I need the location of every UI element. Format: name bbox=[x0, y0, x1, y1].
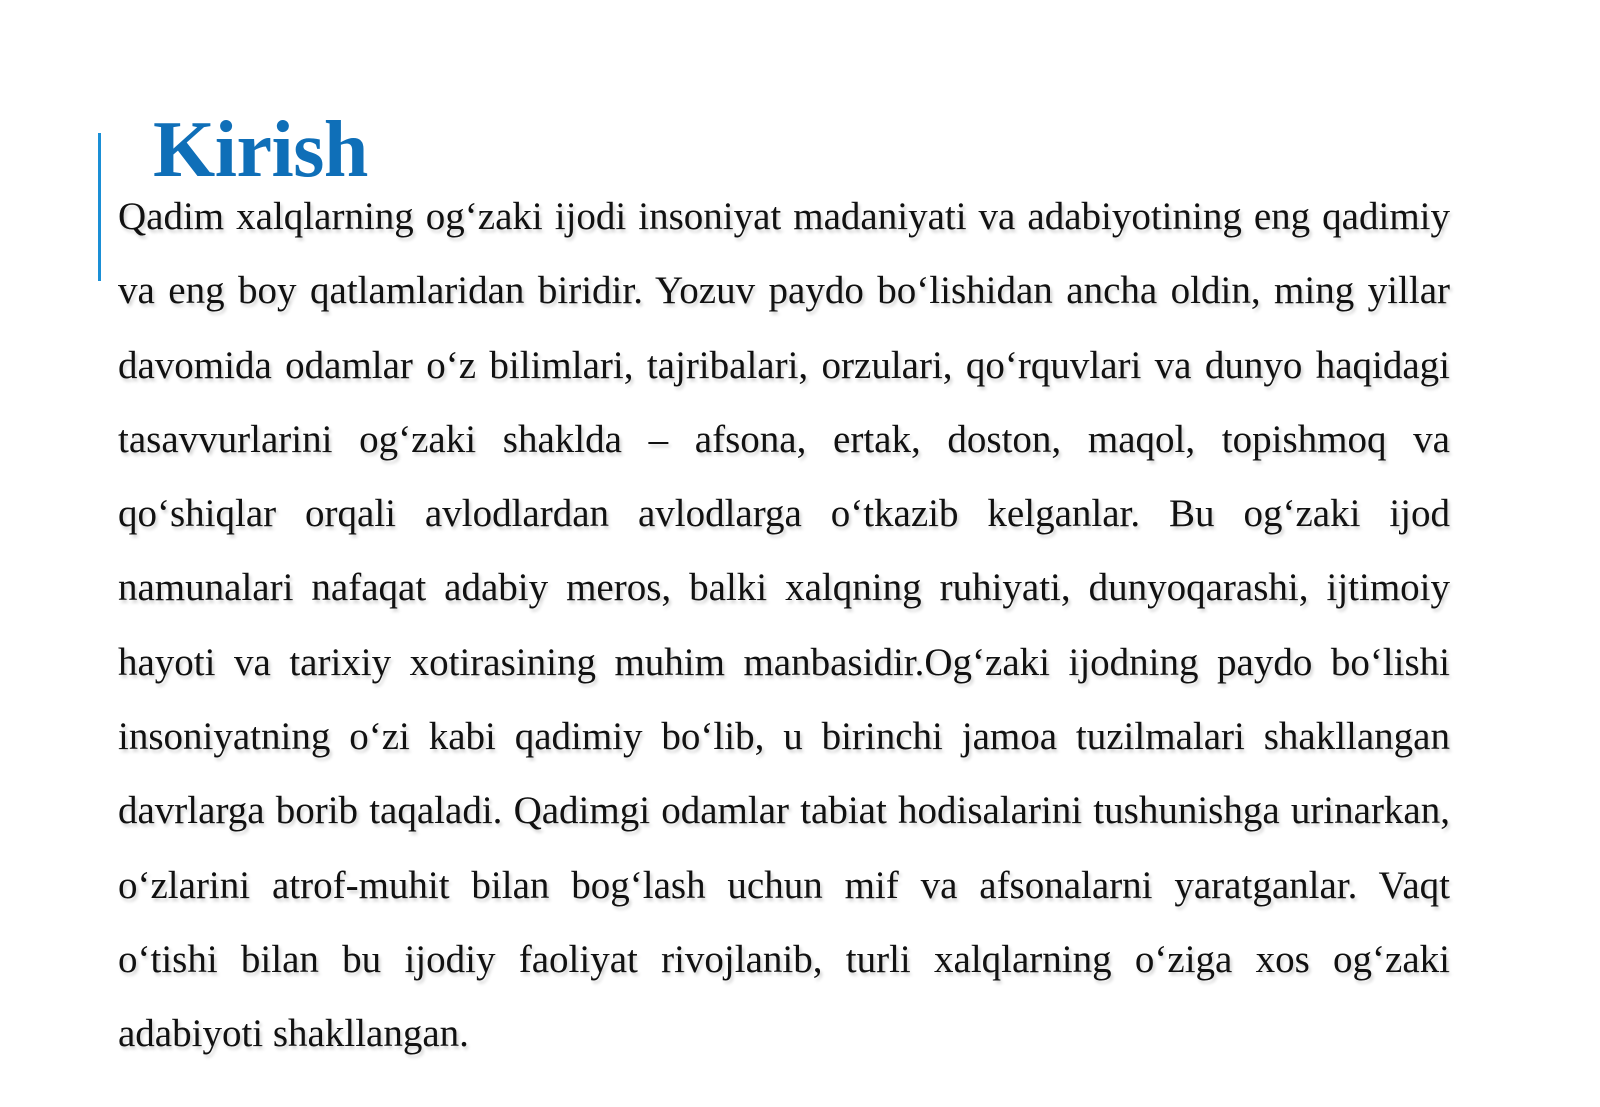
body-paragraph: Qadim xalqlarning og‘zaki ijodi insoniyat madaniyati va adabiyotining eng qadimiy va eng boy qatlamlaridan biridir. Yozuv paydo bo‘lishidan ancha oldin, ming yillar davomida odamlar o‘z bilimlari, tajribalari, orzulari, qo‘rquvlari va dunyo haqidagi tasavvurlarini og‘zaki shaklda – afsona, ertak, doston, maqol, topishmoq va qo‘shiqlar orqali avlodlardan avlodlarga o‘tkazib kelganlar. Bu og‘zaki ijod namunalari nafaqat adabiy meros, balki xalqning ruhiyati, dunyoqarashi, ijtimoiy hayoti va tarixiy xotirasining muhim manbasidir.Og‘zaki ijodning paydo bo‘lishi insoniyatning o‘zi kabi qadimiy bo‘lib, u birinchi jamoa tuzilmalari shakllangan davrlarga borib taqaladi. Qadimgi odamlar tabiat hodisalarini tushunishga urinarkan, o‘zlarini atrof-muhit bilan bog‘lash uchun mif va afsonalarni yaratganlar. Vaqt o‘tishi bilan bu ijodiy faoliyat rivojlanib, turli xalqlarning o‘ziga xos og‘zaki adabiyoti shakllangan. bbox=[118, 195, 1450, 1056]
slide-title: Kirish bbox=[153, 106, 368, 194]
accent-bar bbox=[98, 133, 101, 281]
